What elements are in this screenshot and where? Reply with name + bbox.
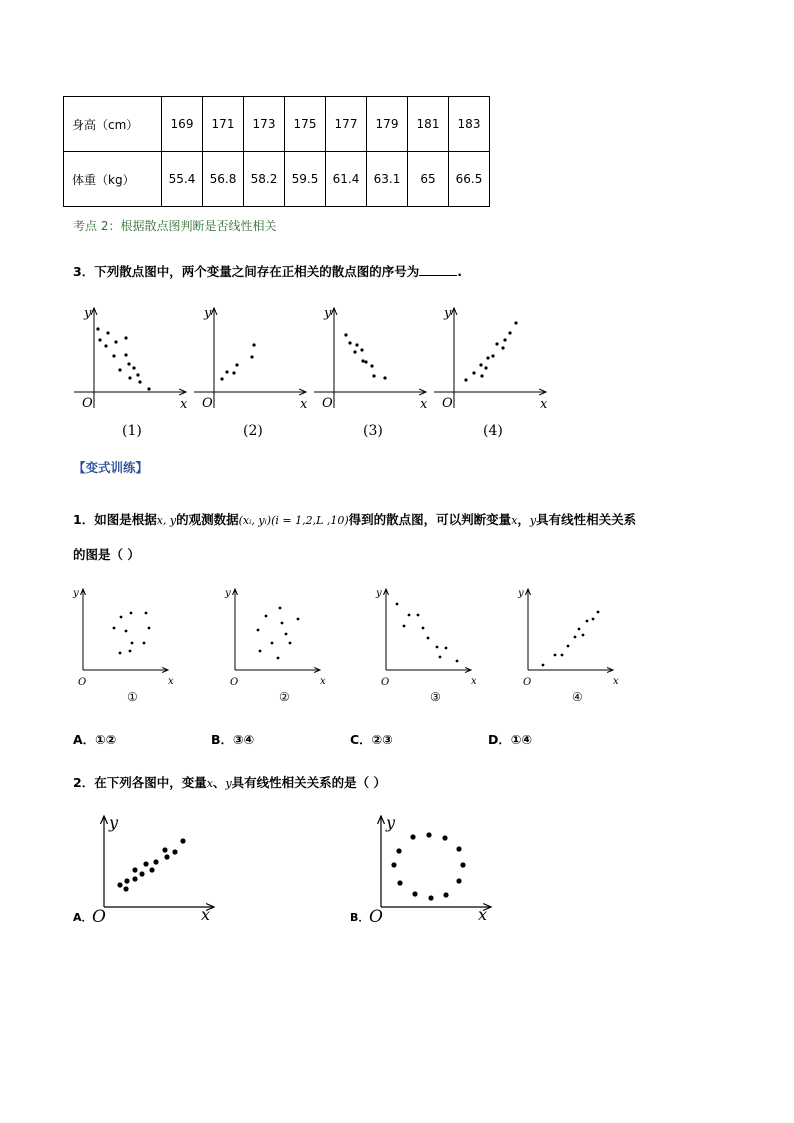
data-point	[344, 333, 347, 336]
x-axis-label: x	[420, 397, 428, 412]
plot-caption: (3)	[363, 423, 383, 439]
data-point	[554, 654, 557, 657]
origin-label: O	[369, 907, 383, 924]
y-axis-label: y	[324, 306, 332, 321]
y-axis-label: y	[204, 306, 212, 321]
row-header: 身高（cm）	[64, 97, 162, 152]
data-point	[271, 642, 274, 645]
data-points	[257, 607, 300, 660]
data-point	[480, 374, 483, 377]
plot-caption: ③	[430, 690, 441, 704]
data-point	[138, 380, 141, 383]
data-point	[104, 344, 107, 347]
data-point	[120, 616, 123, 619]
data-point	[285, 633, 288, 636]
data-point	[132, 867, 137, 872]
data-point	[98, 338, 101, 341]
plot-caption: (1)	[122, 423, 142, 439]
q3-plot-4	[434, 306, 548, 439]
data-point	[148, 627, 151, 630]
origin-label: O	[78, 677, 87, 688]
data-points	[117, 838, 185, 891]
origin-label: O	[442, 396, 453, 411]
y-axis-label: y	[109, 813, 119, 832]
data-point	[220, 377, 223, 380]
data-point	[396, 603, 399, 606]
q3-plot-2	[194, 306, 308, 439]
y-axis-label: y	[386, 813, 396, 832]
data-points	[220, 343, 255, 380]
x-axis-label: x	[478, 905, 488, 924]
origin-label: O	[322, 396, 333, 411]
y-axis-label: y	[376, 588, 382, 599]
data-point	[503, 338, 506, 341]
topic-heading: 考点 2：根据散点图判断是否线性相关	[73, 219, 277, 233]
data-point	[123, 886, 128, 891]
table-cell: 181	[408, 97, 449, 152]
y-axis-label: y	[225, 588, 231, 599]
data-point	[391, 862, 396, 867]
table-cell: 177	[326, 97, 367, 152]
data-point	[370, 364, 373, 367]
v1-plot-3	[375, 588, 477, 704]
data-point	[472, 371, 475, 374]
data-point	[125, 630, 128, 633]
data-point	[180, 838, 185, 843]
row-header: 体重（kg）	[64, 152, 162, 207]
data-point	[501, 346, 504, 349]
q2-math-y: y	[225, 777, 232, 790]
data-point	[114, 340, 117, 343]
x-axis-label: x	[320, 676, 326, 687]
data-point	[139, 871, 144, 876]
data-point	[427, 637, 430, 640]
data-point	[128, 376, 131, 379]
data-point	[119, 652, 122, 655]
option-b-label[interactable]: B．	[350, 911, 370, 924]
data-point	[118, 368, 121, 371]
table-cell: 183	[449, 97, 490, 152]
y-axis-label: y	[518, 588, 524, 599]
y-axis-label: y	[73, 588, 79, 599]
data-point	[257, 629, 260, 632]
data-point	[456, 660, 459, 663]
data-points	[464, 321, 517, 381]
data-point	[443, 892, 448, 897]
data-point	[297, 618, 300, 621]
data-point	[124, 336, 127, 339]
table-cell: 173	[244, 97, 285, 152]
data-point	[597, 611, 600, 614]
table-cell: 59.5	[285, 152, 326, 207]
v2-plot-a	[90, 812, 220, 924]
data-point	[383, 376, 386, 379]
data-point	[136, 373, 139, 376]
data-points	[96, 327, 150, 390]
q1-text-a: 1．如图是根据	[73, 512, 157, 527]
question-3	[73, 262, 462, 280]
q1-math-xy: x, y	[156, 514, 177, 527]
data-point	[162, 847, 167, 852]
data-point	[277, 657, 280, 660]
q1-text-c: 得到的散点图，可以判断变量	[348, 512, 512, 527]
v1-scatter-plots	[70, 583, 630, 708]
data-point	[442, 835, 447, 840]
data-point	[289, 642, 292, 645]
data-point	[164, 854, 169, 859]
data-point	[353, 350, 356, 353]
data-point	[252, 343, 255, 346]
data-point	[428, 895, 433, 900]
q1-text-e: 具有线性相关关系	[536, 512, 637, 527]
data-point	[172, 849, 177, 854]
y-axis-label: y	[84, 306, 92, 321]
data-point	[445, 647, 448, 650]
data-point	[96, 327, 99, 330]
data-point	[117, 882, 122, 887]
option-c[interactable]: C．②③	[350, 732, 393, 747]
origin-label: O	[202, 396, 213, 411]
v1-plot-4	[517, 588, 619, 704]
variant-question-1-line2: 的图是（ ）	[73, 547, 140, 562]
table-cell: 169	[162, 97, 203, 152]
x-axis-label: x	[300, 397, 308, 412]
q2-text-b: 具有线性相关关系的是（ ）	[231, 775, 387, 790]
data-point	[355, 343, 358, 346]
origin-label: O	[230, 677, 239, 688]
data-points	[391, 832, 465, 900]
data-point	[574, 636, 577, 639]
data-point	[403, 625, 406, 628]
data-point	[491, 354, 494, 357]
x-axis-label: x	[168, 676, 174, 687]
option-d[interactable]: D．①④	[488, 732, 533, 747]
data-point	[106, 331, 109, 334]
data-point	[514, 321, 517, 324]
data-point	[112, 354, 115, 357]
variant-question-2	[73, 773, 386, 791]
data-point	[131, 642, 134, 645]
data-point	[281, 622, 284, 625]
data-point	[153, 859, 158, 864]
data-point	[542, 664, 545, 667]
table-cell: 55.4	[162, 152, 203, 207]
data-point	[422, 627, 425, 630]
q1-math-y: y	[529, 514, 537, 527]
plot-caption: ①	[127, 690, 138, 704]
v1-plot-2	[224, 588, 326, 704]
data-point	[132, 366, 135, 369]
question-3-end: .	[457, 264, 462, 279]
q1-text-d: ，	[517, 512, 530, 527]
data-point	[436, 646, 439, 649]
table-row	[64, 152, 490, 207]
data-point	[508, 331, 511, 334]
q1-math-x: x	[511, 514, 518, 527]
data-point	[586, 620, 589, 623]
origin-label: O	[523, 677, 532, 688]
data-point	[147, 387, 150, 390]
data-point	[582, 634, 585, 637]
data-point	[592, 618, 595, 621]
data-point	[143, 861, 148, 866]
data-point	[360, 348, 363, 351]
table-cell: 66.5	[449, 152, 490, 207]
table-cell: 175	[285, 97, 326, 152]
data-points	[113, 612, 151, 655]
data-point	[232, 371, 235, 374]
data-point	[143, 642, 146, 645]
data-point	[408, 614, 411, 617]
data-point	[113, 627, 116, 630]
data-point	[484, 366, 487, 369]
data-point	[396, 848, 401, 853]
q1-text-b: 的观测数据	[176, 512, 239, 527]
v2-plot-b	[367, 812, 497, 924]
data-point	[149, 867, 154, 872]
x-axis-label: x	[540, 397, 548, 412]
q3-plot-3	[314, 306, 428, 439]
option-b[interactable]: B．③④	[211, 732, 255, 747]
data-point	[127, 362, 130, 365]
data-point	[439, 656, 442, 659]
data-point	[426, 832, 431, 837]
v1-plot-1	[72, 588, 174, 704]
q1-math-range: (i = 1,2,L ,10)	[271, 514, 349, 527]
data-point	[132, 876, 137, 881]
q3-plot-1	[74, 306, 188, 439]
origin-label: O	[381, 677, 390, 688]
answer-blank[interactable]	[419, 263, 457, 276]
y-axis-label: y	[444, 306, 452, 321]
x-axis-label: x	[180, 397, 188, 412]
data-point	[460, 862, 465, 867]
data-point	[361, 359, 364, 362]
table-cell: 63.1	[367, 152, 408, 207]
plot-caption: (2)	[243, 423, 263, 439]
origin-label: O	[92, 907, 106, 924]
plot-caption: ②	[279, 690, 290, 704]
q2-text-a: 2．在下列各图中，变量	[73, 775, 207, 790]
q2-sep: 、	[212, 775, 226, 790]
data-points	[396, 603, 459, 663]
data-point	[348, 341, 351, 344]
data-point	[145, 612, 148, 615]
data-point	[567, 645, 570, 648]
table-cell: 61.4	[326, 152, 367, 207]
data-point	[456, 878, 461, 883]
origin-label: O	[82, 396, 93, 411]
table-cell: 56.8	[203, 152, 244, 207]
option-a-label[interactable]: A．	[73, 911, 93, 924]
q2-math-x: x	[206, 777, 213, 790]
q3-scatter-plots	[70, 298, 560, 446]
data-point	[235, 363, 238, 366]
table-cell: 179	[367, 97, 408, 152]
data-point	[225, 370, 228, 373]
data-points	[344, 333, 386, 379]
data-point	[397, 880, 402, 885]
plot-caption: (4)	[483, 423, 503, 439]
data-point	[578, 628, 581, 631]
data-point	[364, 360, 367, 363]
data-point	[561, 654, 564, 657]
data-point	[130, 612, 133, 615]
data-point	[412, 891, 417, 896]
table-cell: 65	[408, 152, 449, 207]
x-axis-label: x	[471, 676, 477, 687]
x-axis-label: x	[613, 676, 619, 687]
data-point	[279, 607, 282, 610]
data-point	[259, 650, 262, 653]
data-point	[410, 834, 415, 839]
data-point	[456, 846, 461, 851]
plot-caption: ④	[572, 690, 583, 704]
data-point	[250, 355, 253, 358]
table-cell: 58.2	[244, 152, 285, 207]
data-point	[495, 342, 498, 345]
table-row	[64, 97, 490, 152]
data-point	[417, 614, 420, 617]
x-axis-label: x	[201, 905, 211, 924]
table-cell: 171	[203, 97, 244, 152]
data-points	[542, 611, 600, 667]
variant-question-1	[73, 510, 636, 528]
q1-math-pair: (xᵢ, yᵢ)	[238, 514, 272, 527]
data-point	[265, 615, 268, 618]
height-weight-table	[63, 96, 490, 207]
data-point	[124, 878, 129, 883]
data-point	[129, 650, 132, 653]
data-point	[124, 353, 127, 356]
variant-training-heading: 【变式训练】	[73, 460, 149, 475]
option-a[interactable]: A．①②	[73, 732, 117, 747]
question-3-text: 3．下列散点图中，两个变量之间存在正相关的散点图的序号为	[73, 264, 420, 279]
data-point	[479, 363, 482, 366]
data-point	[486, 356, 489, 359]
data-point	[372, 374, 375, 377]
data-point	[464, 378, 467, 381]
